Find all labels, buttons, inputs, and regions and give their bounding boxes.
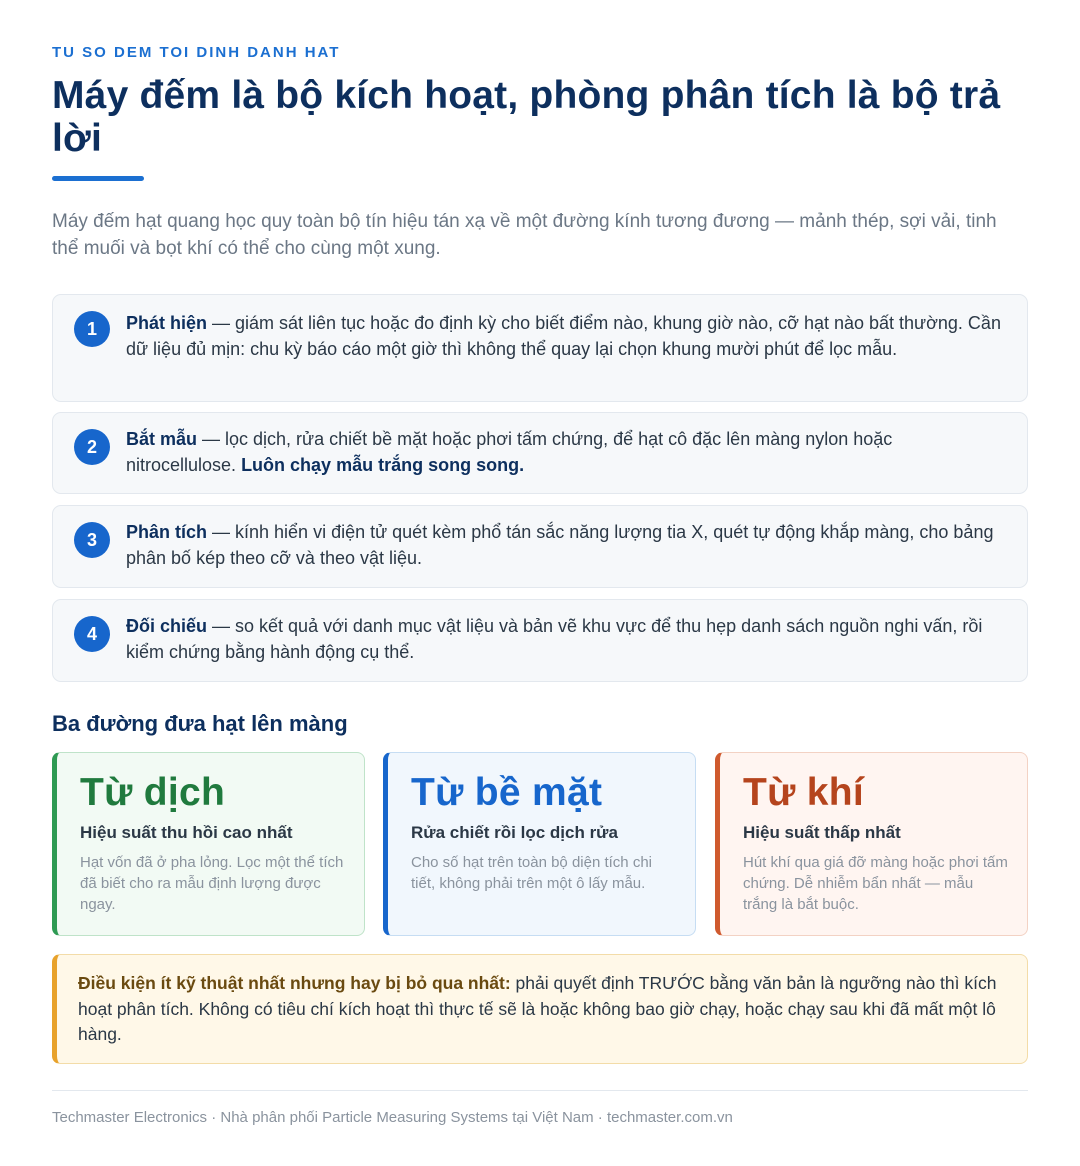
routes-cards xyxy=(52,752,1028,936)
step-card xyxy=(52,294,1028,402)
step-number-badge: 4 xyxy=(74,616,110,652)
footer-text: Techmaster Electronics · Nhà phân phối Particle Measuring Systems tại Việt Nam · techmaster.com.vn xyxy=(52,1109,733,1126)
step-card xyxy=(52,599,1028,682)
step-text xyxy=(126,311,1005,362)
step-body: — kính hiển vi điện tử quét kèm phổ tán sắc năng lượng tia X, quét tự động khắp màng, cho bảng phân bố kép theo cỡ và theo vật liệu. xyxy=(126,522,994,568)
step-number-badge: 2 xyxy=(74,429,110,465)
step-card xyxy=(52,412,1028,494)
route-description: Cho số hạt trên toàn bộ diện tích chi tiết, không phải trên một ô lấy mẫu. xyxy=(411,854,652,892)
section-heading: Ba đường đưa hạt lên màng xyxy=(52,711,348,736)
step-card xyxy=(52,505,1028,588)
step-term: Đối chiếu xyxy=(126,616,208,636)
step-body: — giám sát liên tục hoặc đo định kỳ cho biết điểm nào, khung giờ nào, cỡ hạt nào bất thường. Cần dữ liệu đủ mịn: chu kỳ báo cáo một giờ thì không thể quay lại chọn khung mười phút để lọc mẫu. xyxy=(126,313,1001,359)
step-term: Bắt mẫu xyxy=(126,429,198,449)
eyebrow: TU SO DEM TOI DINH DANH HAT xyxy=(52,44,341,61)
route-subtitle: Rửa chiết rồi lọc dịch rửa xyxy=(411,823,618,842)
step-term: Phát hiện xyxy=(126,313,208,333)
route-card-surface xyxy=(383,752,696,936)
callout-lead: Điều kiện ít kỹ thuật nhất nhưng hay bị bỏ qua nhất: xyxy=(78,973,511,993)
route-title: Từ dịch xyxy=(80,771,226,814)
route-title: Từ bề mặt xyxy=(411,771,603,814)
step-text xyxy=(126,614,1005,665)
step-term: Phân tích xyxy=(126,522,208,542)
callout-body: phải quyết định TRƯỚC bằng văn bản là ngưỡng nào thì kích hoạt phân tích. Không có tiêu chí kích hoạt thì thực tế sẽ là hoặc không bao giờ chạy, hoặc chạy sau khi đã mất một lô hàng. xyxy=(78,973,997,1044)
callout-note xyxy=(52,954,1028,1064)
page-title: Máy đếm là bộ kích hoạt, phòng phân tích là bộ trả lời xyxy=(52,74,1001,160)
step-body: — so kết quả với danh mục vật liệu và bản vẽ khu vực để thu hẹp danh sách nguồn nghi vấn, rồi kiểm chứng bằng hành động cụ thể. xyxy=(126,616,983,662)
route-title: Từ khí xyxy=(743,771,865,814)
footer-divider xyxy=(52,1090,1028,1091)
route-subtitle: Hiệu suất thấp nhất xyxy=(743,823,901,842)
step-text xyxy=(126,520,1005,571)
route-description: Hút khí qua giá đỡ màng hoặc phơi tấm chứng. Dễ nhiễm bẩn nhất — mẫu trắng là bắt buộc. xyxy=(743,854,1008,913)
route-card-air xyxy=(715,752,1028,936)
step-number-badge: 1 xyxy=(74,311,110,347)
callout-text xyxy=(78,971,1010,1048)
route-subtitle: Hiệu suất thu hồi cao nhất xyxy=(80,823,293,842)
step-number-badge: 3 xyxy=(74,522,110,558)
title-underline xyxy=(52,176,144,181)
route-description: Hạt vốn đã ở pha lỏng. Lọc một thể tích đã biết cho ra mẫu định lượng được ngay. xyxy=(80,854,344,913)
route-card-liquid xyxy=(52,752,365,936)
step-body: — lọc dịch, rửa chiết bề mặt hoặc phơi tấm chứng, để hạt cô đặc lên màng nylon hoặc nitrocellulose. xyxy=(126,429,893,475)
step-text xyxy=(126,427,1005,478)
lead-paragraph: Máy đếm hạt quang học quy toàn bộ tín hiệu tán xạ về một đường kính tương đương — mảnh thép, sợi vải, tinh thể muối và bọt khí có thể cho cùng một xung. xyxy=(52,211,997,259)
step-emphasis: Luôn chạy mẫu trắng song song. xyxy=(241,454,525,475)
